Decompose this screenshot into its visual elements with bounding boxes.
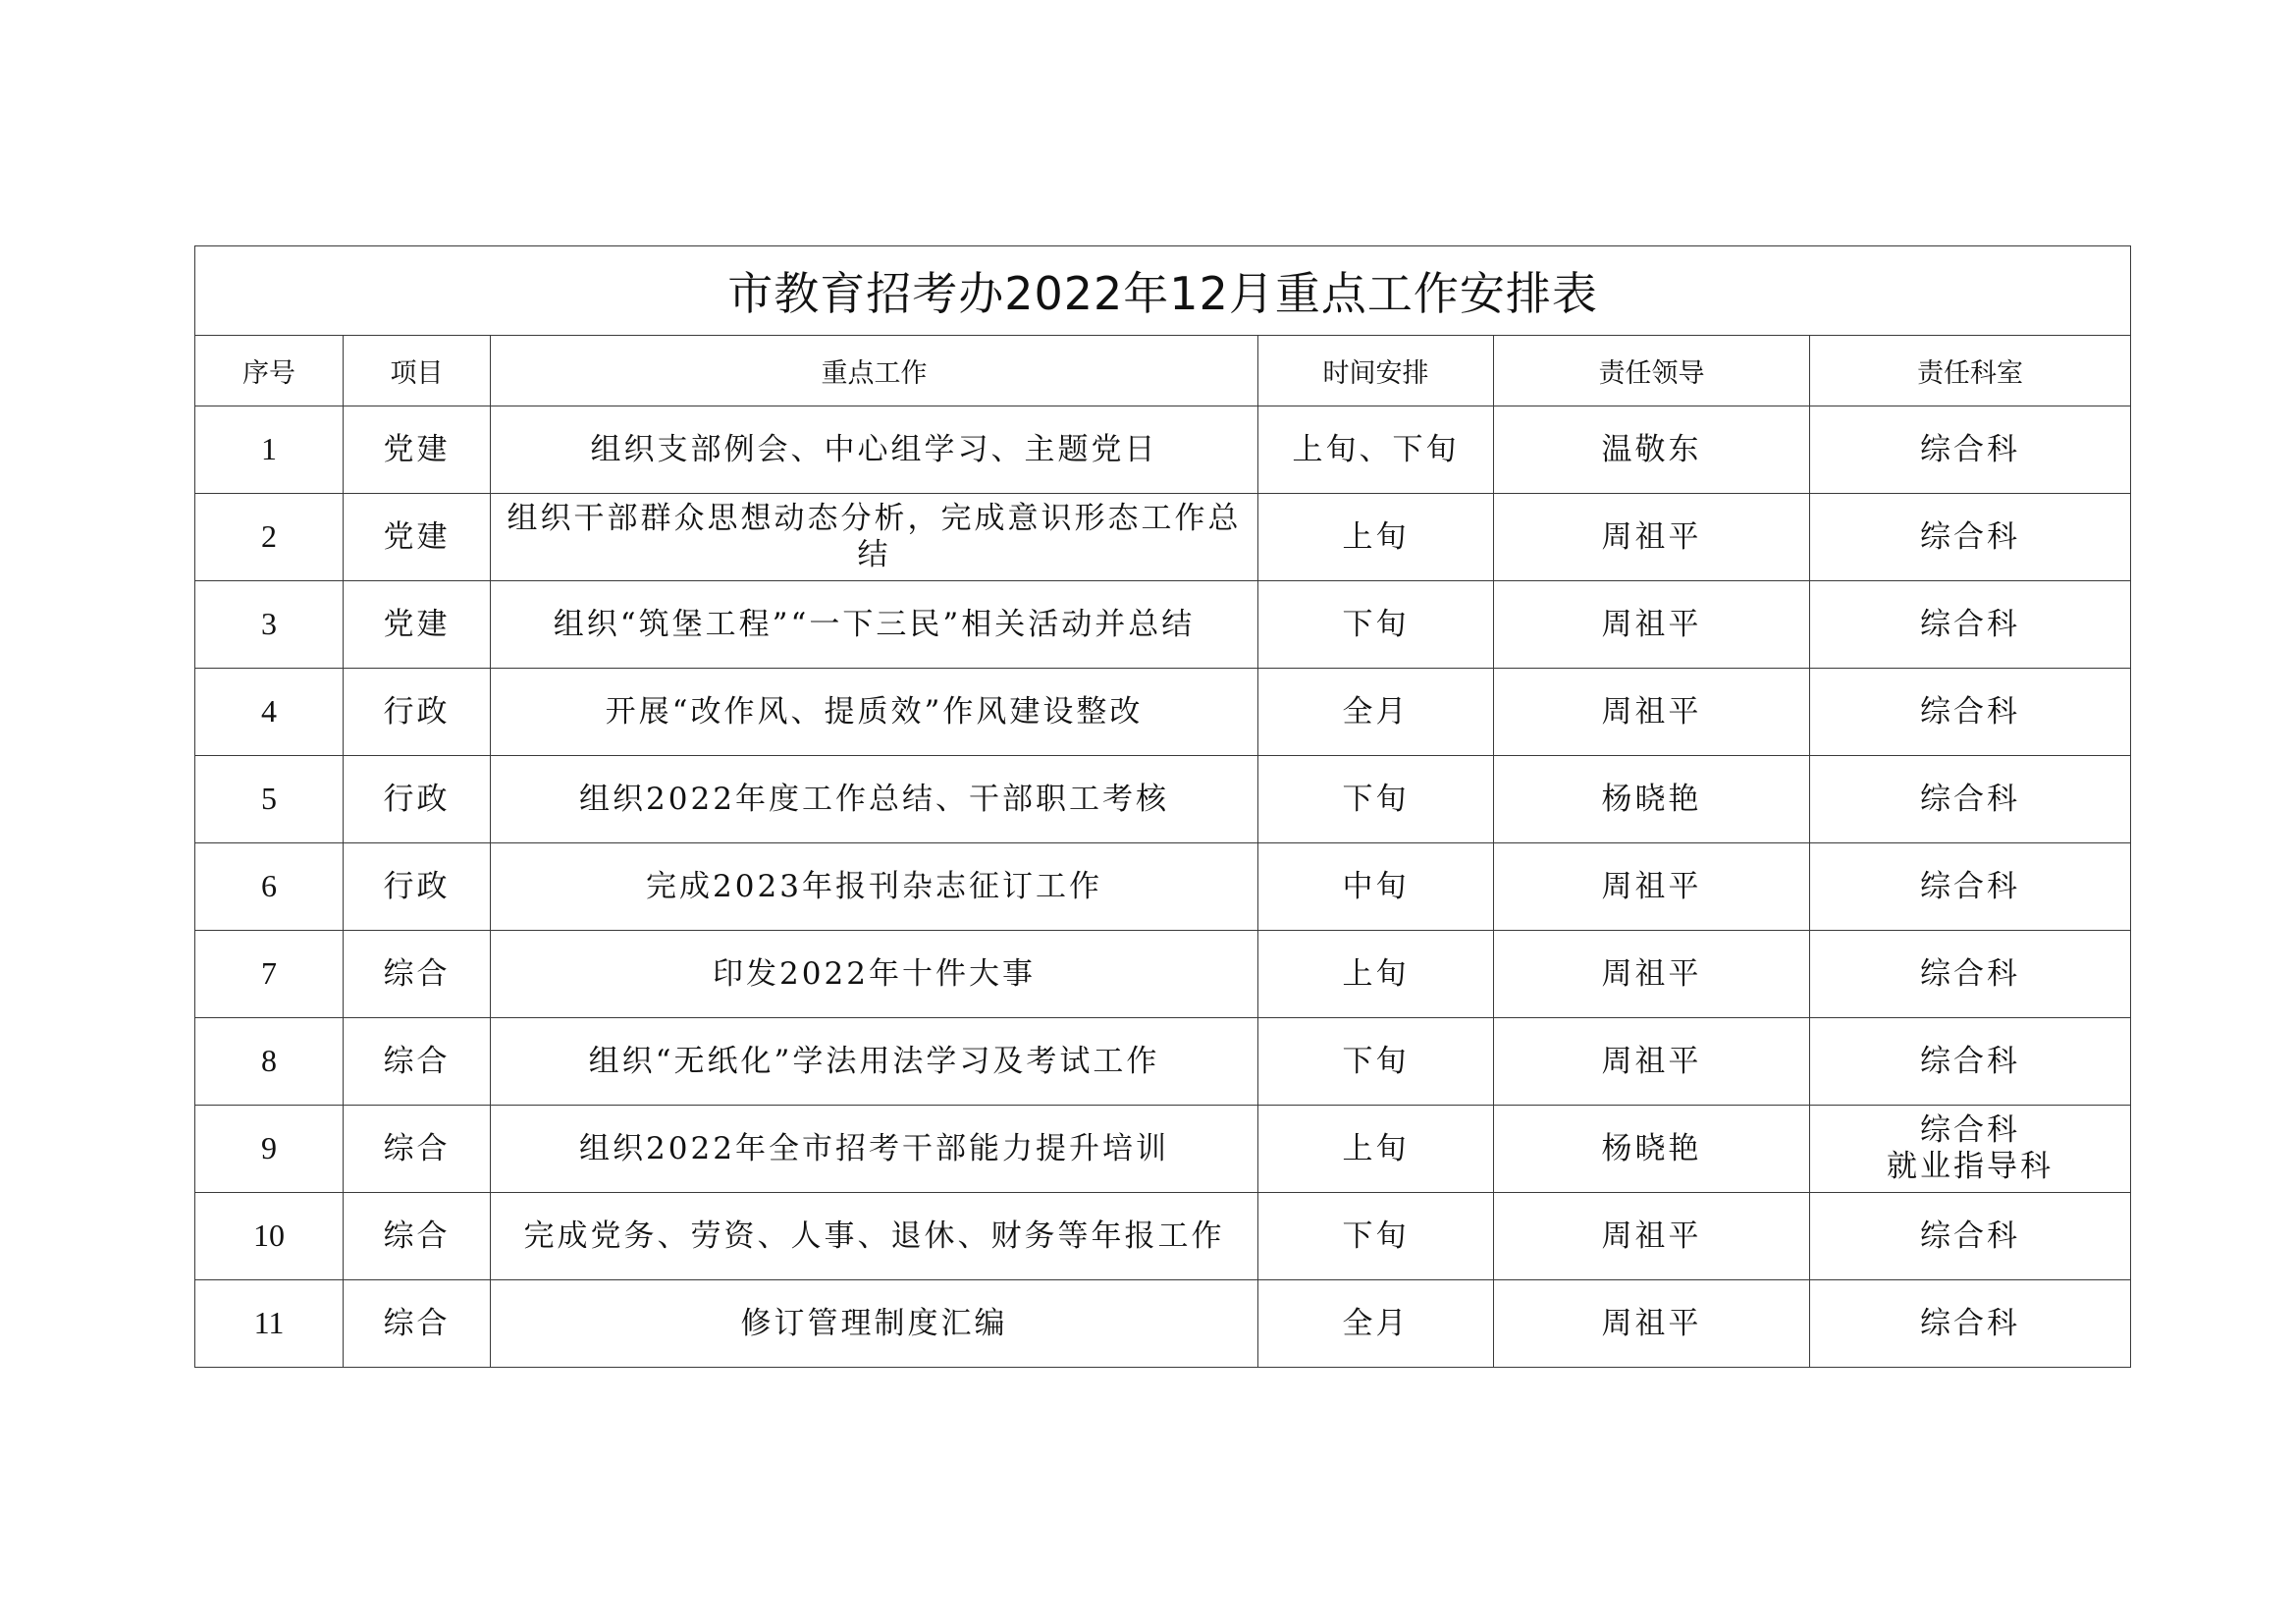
title-row <box>195 246 2131 336</box>
row-department <box>1810 1106 2131 1193</box>
row-leader: 杨晓艳 <box>1494 756 1810 843</box>
row-time: 下旬 <box>1258 1018 1494 1106</box>
row-work-item: 组织2022年度工作总结、干部职工考核 <box>491 756 1258 843</box>
row-department <box>1810 1280 2131 1368</box>
row-number: 8 <box>195 1018 344 1106</box>
row-work-item: 组织支部例会、中心组学习、主题党日 <box>491 406 1258 494</box>
column-header-time: 时间安排 <box>1258 336 1494 406</box>
row-time: 下旬 <box>1258 581 1494 669</box>
department-name: 综合科 <box>1920 1305 2021 1341</box>
table-row <box>195 1280 2131 1368</box>
table-row <box>195 406 2131 494</box>
row-leader: 周祖平 <box>1494 669 1810 756</box>
row-time: 下旬 <box>1258 1193 1494 1280</box>
row-department <box>1810 581 2131 669</box>
row-department <box>1810 1193 2131 1280</box>
table-row <box>195 581 2131 669</box>
row-time: 上旬 <box>1258 1106 1494 1193</box>
row-category: 综合 <box>344 1106 491 1193</box>
department-name: 就业指导科 <box>1887 1149 2055 1184</box>
row-work-item: 印发2022年十件大事 <box>491 931 1258 1018</box>
row-department <box>1810 931 2131 1018</box>
row-category: 党建 <box>344 494 491 581</box>
row-category: 综合 <box>344 931 491 1018</box>
table-row <box>195 1193 2131 1280</box>
row-leader: 周祖平 <box>1494 843 1810 931</box>
column-header-work: 重点工作 <box>491 336 1258 406</box>
row-number: 6 <box>195 843 344 931</box>
row-time: 上旬、下旬 <box>1258 406 1494 494</box>
row-number: 7 <box>195 931 344 1018</box>
row-time: 全月 <box>1258 669 1494 756</box>
row-leader: 周祖平 <box>1494 931 1810 1018</box>
row-leader: 周祖平 <box>1494 1280 1810 1368</box>
column-header-leader: 责任领导 <box>1494 336 1810 406</box>
row-leader: 周祖平 <box>1494 1018 1810 1106</box>
table-row <box>195 931 2131 1018</box>
department-name: 综合科 <box>1920 1043 2021 1079</box>
row-category: 党建 <box>344 581 491 669</box>
row-category: 行政 <box>344 756 491 843</box>
row-leader: 杨晓艳 <box>1494 1106 1810 1193</box>
department-name: 综合科 <box>1920 1112 2021 1149</box>
row-number: 9 <box>195 1106 344 1193</box>
row-category: 行政 <box>344 843 491 931</box>
row-work-item: 组织干部群众思想动态分析，完成意识形态工作总结 <box>491 494 1258 581</box>
table-row <box>195 494 2131 581</box>
work-schedule-table <box>194 245 2131 1368</box>
row-category: 综合 <box>344 1193 491 1280</box>
row-department <box>1810 406 2131 494</box>
table-body <box>195 406 2131 1368</box>
row-number: 4 <box>195 669 344 756</box>
department-name: 综合科 <box>1920 781 2021 817</box>
row-number: 3 <box>195 581 344 669</box>
row-work-item: 组织“筑堡工程”“一下三民”相关活动并总结 <box>491 581 1258 669</box>
department-name: 综合科 <box>1920 955 2021 992</box>
table-title: 市教育招考办2022年12月重点工作安排表 <box>195 246 2131 336</box>
table-row <box>195 756 2131 843</box>
department-name: 综合科 <box>1920 518 2021 555</box>
table-row <box>195 669 2131 756</box>
row-number: 11 <box>195 1280 344 1368</box>
department-name: 综合科 <box>1920 606 2021 642</box>
row-department <box>1810 1018 2131 1106</box>
row-category: 党建 <box>344 406 491 494</box>
row-number: 5 <box>195 756 344 843</box>
row-time: 下旬 <box>1258 756 1494 843</box>
table-row <box>195 1018 2131 1106</box>
row-work-item: 组织2022年全市招考干部能力提升培训 <box>491 1106 1258 1193</box>
row-leader: 周祖平 <box>1494 494 1810 581</box>
row-time: 上旬 <box>1258 494 1494 581</box>
row-category: 综合 <box>344 1018 491 1106</box>
department-name: 综合科 <box>1920 693 2021 730</box>
row-work-item: 开展“改作风、提质效”作风建设整改 <box>491 669 1258 756</box>
row-leader: 周祖平 <box>1494 581 1810 669</box>
row-work-item: 修订管理制度汇编 <box>491 1280 1258 1368</box>
row-leader: 温敬东 <box>1494 406 1810 494</box>
row-department <box>1810 756 2131 843</box>
department-name: 综合科 <box>1920 868 2021 904</box>
row-department <box>1810 843 2131 931</box>
column-header-dept: 责任科室 <box>1810 336 2131 406</box>
table-row <box>195 1106 2131 1193</box>
row-department <box>1810 494 2131 581</box>
row-work-item: 组织“无纸化”学法用法学习及考试工作 <box>491 1018 1258 1106</box>
row-category: 综合 <box>344 1280 491 1368</box>
row-number: 10 <box>195 1193 344 1280</box>
column-header-item: 项目 <box>344 336 491 406</box>
row-category: 行政 <box>344 669 491 756</box>
department-name: 综合科 <box>1920 431 2021 467</box>
row-number: 1 <box>195 406 344 494</box>
row-work-item: 完成2023年报刊杂志征订工作 <box>491 843 1258 931</box>
column-header-no: 序号 <box>195 336 344 406</box>
row-time: 全月 <box>1258 1280 1494 1368</box>
table-row <box>195 843 2131 931</box>
department-name: 综合科 <box>1920 1218 2021 1254</box>
header-row <box>195 336 2131 406</box>
row-number: 2 <box>195 494 344 581</box>
row-time: 中旬 <box>1258 843 1494 931</box>
row-work-item: 完成党务、劳资、人事、退休、财务等年报工作 <box>491 1193 1258 1280</box>
row-time: 上旬 <box>1258 931 1494 1018</box>
row-department <box>1810 669 2131 756</box>
row-leader: 周祖平 <box>1494 1193 1810 1280</box>
